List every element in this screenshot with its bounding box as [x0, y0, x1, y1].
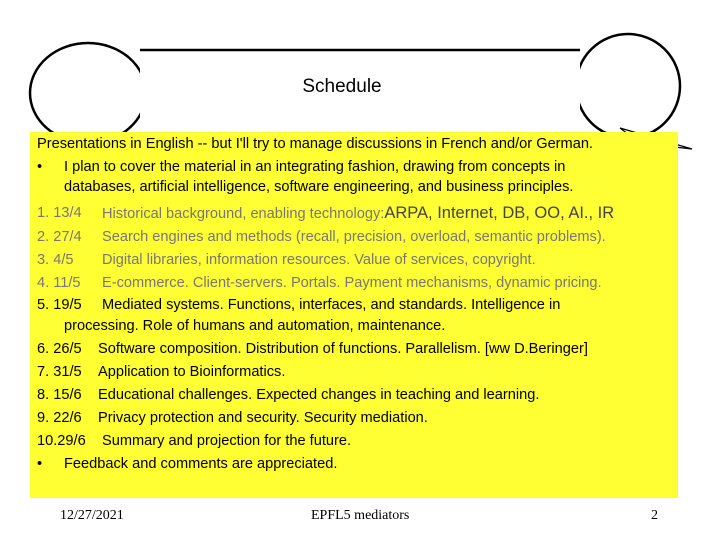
schedule-text: Application to Bioinformatics. — [98, 364, 286, 380]
schedule-text: Digital libraries, information resources. Value of services, copyright. — [102, 252, 536, 268]
schedule-text — [102, 204, 614, 223]
schedule-text: E-commerce. Client-servers. Portals. Payment mechanisms, dynamic pricing. — [102, 275, 602, 291]
page-number: 2 — [651, 508, 658, 523]
schedule-num: 3. 4/5 — [37, 252, 74, 268]
bullet1-line1: I plan to cover the material in an integrating fashion, drawing from concepts in — [64, 159, 566, 175]
schedule-text: Educational challenges. Expected changes in teaching and learning. — [98, 387, 540, 403]
schedule-num: 4. 11/5 — [37, 275, 81, 291]
footer-center: EPFL5 mediators — [311, 508, 410, 523]
schedule-num: 2. 27/4 — [37, 229, 82, 245]
bubble-right-lobe — [576, 34, 680, 138]
bullet1-line2: databases, artificial intelligence, software engineering, and business principles. — [64, 179, 574, 195]
schedule-text: Summary and projection for the future. — [102, 433, 352, 449]
schedule-num: 8. 15/6 — [37, 387, 82, 403]
schedule-emphasis: ARPA, Internet, DB, OO, AI., IR — [384, 204, 615, 222]
bullet2-text: Feedback and comments are appreciated. — [64, 456, 338, 472]
schedule-num: 7. 31/5 — [37, 364, 82, 380]
schedule-text: Privacy protection and security. Security mediation. — [98, 410, 428, 426]
schedule-text: Search engines and methods (recall, precision, overload, semantic problems). — [102, 229, 606, 245]
intro-text: Presentations in English -- but I'll try to manage discussions in French and/or German. — [37, 136, 593, 152]
slide-title: Schedule — [302, 76, 382, 97]
schedule-num: 9. 22/6 — [37, 410, 82, 426]
schedule-num: 5. 19/5 — [37, 297, 82, 313]
bullet-symbol: • — [37, 159, 43, 175]
schedule-num: 1. 13/4 — [37, 205, 82, 221]
schedule-text: Software composition. Distribution of functions. Parallelism. [ww D.Beringer] — [98, 341, 588, 357]
footer-date: 12/27/2021 — [60, 508, 124, 523]
bubble-left-lobe — [30, 43, 146, 143]
bullet-symbol: • — [37, 456, 43, 472]
schedule-num: 6. 26/5 — [37, 341, 82, 357]
schedule-text-cont: processing. Role of humans and automation, maintenance. — [64, 318, 446, 334]
schedule-text-main: Historical background, enabling technology: — [102, 206, 385, 222]
schedule-num: 10.29/6 — [37, 433, 86, 449]
schedule-text: Mediated systems. Functions, interfaces, and standards. Intelligence in — [102, 297, 561, 313]
